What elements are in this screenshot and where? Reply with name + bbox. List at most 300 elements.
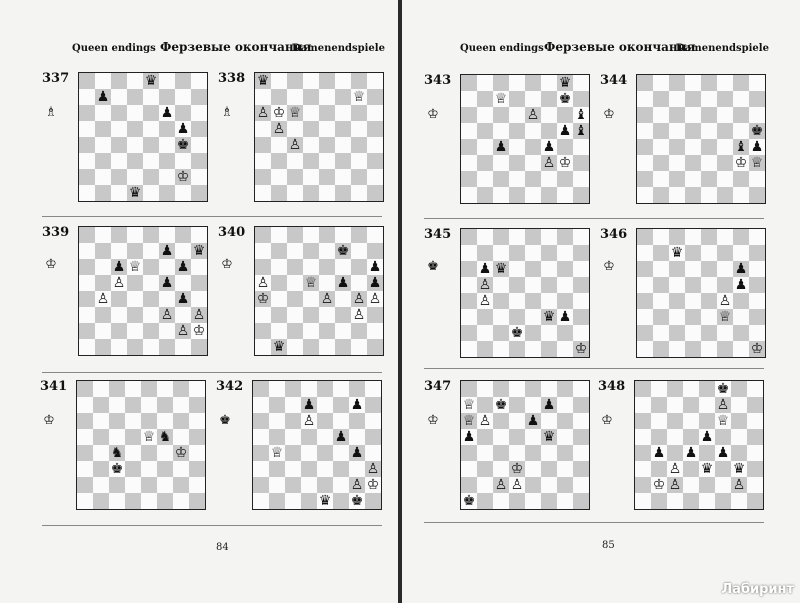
board-square [333,493,349,509]
board-square [93,493,109,509]
board-square [747,413,763,429]
board-square [287,169,303,185]
board-square [95,137,111,153]
board-square [77,493,93,509]
board-square [253,429,269,445]
board-square [557,341,573,357]
board-square [509,493,525,509]
board-square [271,243,287,259]
board-square [461,293,477,309]
board-square [319,275,335,291]
board-square [287,73,303,89]
board-square [271,73,287,89]
board-square [367,185,383,201]
board-square [269,477,285,493]
chess-piece: ♟ [684,445,698,461]
board-square [335,323,351,339]
board-square [749,277,765,293]
board-square [493,229,509,245]
board-square [637,171,653,187]
board-square [335,185,351,201]
board-square [733,229,749,245]
board-square [271,185,287,201]
board-square [319,227,335,243]
board-square [653,277,669,293]
board-square [525,91,541,107]
board-square [573,493,589,509]
board-square [557,187,573,203]
board-square [461,75,477,91]
board-square [95,185,111,201]
board-square [541,381,557,397]
page-number: 85 [602,540,615,551]
board-square [653,107,669,123]
board-square [77,445,93,461]
chess-piece: ♕ [718,309,732,325]
board-square [271,291,287,307]
board-square [143,105,159,121]
board-square [175,105,191,121]
board-square [461,277,477,293]
board-square [351,227,367,243]
board-square [557,261,573,277]
board-square [685,187,701,203]
board-square [541,229,557,245]
board-square [557,245,573,261]
board-square [319,169,335,185]
board-square [191,153,207,169]
board-square [367,121,383,137]
board-square [125,477,141,493]
board-square [95,105,111,121]
board-square [685,325,701,341]
board-square [189,413,205,429]
board-square [111,323,127,339]
board-square [733,325,749,341]
board-square [669,75,685,91]
board-square [143,243,159,259]
board-square [509,91,525,107]
board-square [255,243,271,259]
board-square [269,493,285,509]
board-square [509,397,525,413]
board-square [525,171,541,187]
chess-piece: ♔ [750,341,764,357]
board-square [509,309,525,325]
board-square [541,341,557,357]
board-square [79,291,95,307]
board-square [653,91,669,107]
board-square [717,341,733,357]
board-square [79,243,95,259]
board-square [159,291,175,307]
board-square [95,153,111,169]
board-square [319,89,335,105]
board-square [637,75,653,91]
board-square [477,429,493,445]
chess-piece: ♚ [494,397,508,413]
board-square [175,243,191,259]
board-square [493,245,509,261]
board-square [669,187,685,203]
board-square [319,243,335,259]
board-square [125,413,141,429]
board-square [525,187,541,203]
board-square [333,381,349,397]
board-square [271,89,287,105]
board-square [95,121,111,137]
board-square [111,137,127,153]
chess-piece: ♟ [160,243,174,259]
board-square [255,137,271,153]
board-square [173,461,189,477]
board-square [717,261,733,277]
board-square [685,155,701,171]
board-square [733,187,749,203]
board-square [269,461,285,477]
board-square [717,155,733,171]
chess-piece: ♛ [542,309,556,325]
board-square [271,137,287,153]
chess-piece: ♛ [256,73,270,89]
board-square [93,429,109,445]
chess-piece: ♟ [350,397,364,413]
chess-piece: ♚ [350,493,364,509]
board-square [635,445,651,461]
board-square [477,91,493,107]
board-square [509,341,525,357]
board-square [365,493,381,509]
board-square [319,323,335,339]
header-german: Damenendspiele [292,43,385,54]
board-square [701,229,717,245]
chess-piece: ♕ [494,91,508,107]
board-square [717,107,733,123]
board-square [287,307,303,323]
chess-piece: ♙ [366,461,380,477]
board-square [669,107,685,123]
board-square [667,493,683,509]
chess-piece: ♙ [542,155,556,171]
board-square [79,227,95,243]
board-square [141,397,157,413]
board-square [159,121,175,137]
side-to-move-icon: ♔ [601,413,613,428]
board-square [637,277,653,293]
board-square [637,261,653,277]
board-square [747,493,763,509]
board-square [637,139,653,155]
board-square [685,171,701,187]
board-square [191,339,207,355]
board-square [733,341,749,357]
board-square [717,91,733,107]
chess-piece: ♞ [158,429,172,445]
chess-piece: ♙ [478,293,492,309]
chess-board [460,228,590,358]
board-square [731,493,747,509]
board-square [95,339,111,355]
board-square [525,123,541,139]
board-square [143,169,159,185]
board-square [477,325,493,341]
board-square [541,75,557,91]
board-square [287,291,303,307]
board-square [253,493,269,509]
board-square [635,397,651,413]
board-square [175,73,191,89]
board-square [493,187,509,203]
board-square [461,245,477,261]
board-square [367,73,383,89]
board-square [255,169,271,185]
board-square [669,293,685,309]
chess-piece: ♟ [494,139,508,155]
board-square [303,89,319,105]
board-square [271,169,287,185]
chess-piece: ♙ [510,477,524,493]
board-square [461,139,477,155]
board-square [335,169,351,185]
board-square [253,397,269,413]
board-square [525,477,541,493]
board-square [335,121,351,137]
chess-board [634,380,764,510]
board-square [573,139,589,155]
board-square [493,429,509,445]
board-square [303,121,319,137]
board-square [651,397,667,413]
board-square [685,107,701,123]
board-square [525,139,541,155]
board-square [175,89,191,105]
board-square [493,293,509,309]
board-square [701,187,717,203]
board-square [125,397,141,413]
chess-board [252,380,382,510]
board-square [301,477,317,493]
board-square [319,73,335,89]
board-square [141,477,157,493]
board-square [189,493,205,509]
board-square [637,341,653,357]
board-square [573,155,589,171]
board-square [351,121,367,137]
board-square [573,91,589,107]
board-square [461,341,477,357]
board-square [333,477,349,493]
chess-piece: ♟ [302,397,316,413]
board-square [717,325,733,341]
chess-piece: ♟ [350,445,364,461]
chess-piece: ♙ [256,275,270,291]
board-square [77,413,93,429]
chess-piece: ♟ [558,123,572,139]
board-square [669,91,685,107]
board-square [685,91,701,107]
board-square [477,245,493,261]
chess-piece: ♚ [110,461,124,477]
board-square [525,341,541,357]
board-square [715,461,731,477]
board-square [157,493,173,509]
board-square [653,75,669,91]
board-square [95,259,111,275]
chess-piece: ♕ [288,105,302,121]
board-square [573,477,589,493]
board-square [367,169,383,185]
chess-piece: ♛ [318,493,332,509]
chess-piece: ♙ [716,397,730,413]
board-square [173,381,189,397]
chess-piece: ♔ [174,445,188,461]
board-square [127,153,143,169]
board-square [669,139,685,155]
board-square [79,169,95,185]
board-square [525,325,541,341]
board-square [541,445,557,461]
board-square [525,155,541,171]
board-square [557,493,573,509]
board-square [317,429,333,445]
board-square [637,155,653,171]
board-square [191,73,207,89]
chess-piece: ♚ [716,381,730,397]
board-square [333,461,349,477]
board-square [573,461,589,477]
board-square [509,293,525,309]
board-square [303,323,319,339]
board-square [141,381,157,397]
chess-piece: ♝ [574,123,588,139]
board-square [351,137,367,153]
chess-piece: ♙ [668,461,682,477]
board-square [335,105,351,121]
board-square [157,381,173,397]
board-square [143,259,159,275]
board-square [557,107,573,123]
board-square [143,323,159,339]
board-square [525,229,541,245]
chess-board [78,72,208,202]
board-square [557,171,573,187]
board-square [701,75,717,91]
board-square [557,445,573,461]
board-square [493,493,509,509]
board-square [749,325,765,341]
chess-piece: ♙ [368,291,382,307]
board-square [683,477,699,493]
board-square [335,153,351,169]
board-square [525,445,541,461]
board-square [271,323,287,339]
board-square [143,137,159,153]
board-square [635,381,651,397]
board-square [335,137,351,153]
board-square [747,381,763,397]
board-square [637,123,653,139]
board-square [717,229,733,245]
board-square [717,139,733,155]
board-square [79,259,95,275]
board-square [191,259,207,275]
board-square [541,245,557,261]
board-square [95,169,111,185]
chess-piece: ♝ [734,139,748,155]
board-square [653,309,669,325]
chess-piece: ♛ [558,75,572,91]
board-square [525,461,541,477]
board-square [271,307,287,323]
board-square [143,227,159,243]
board-square [335,89,351,105]
board-square [717,245,733,261]
chess-piece: ♔ [734,155,748,171]
chess-piece: ♟ [542,139,556,155]
chess-piece: ♙ [176,323,190,339]
board-square [477,341,493,357]
board-square [125,381,141,397]
board-square [509,123,525,139]
board-square [141,445,157,461]
board-square [461,107,477,123]
board-square [253,461,269,477]
board-square [749,293,765,309]
board-square [365,429,381,445]
board-square [303,137,319,153]
board-square [573,293,589,309]
board-square [509,245,525,261]
board-square [175,185,191,201]
board-square [525,397,541,413]
chess-piece: ♕ [270,445,284,461]
board-square [637,107,653,123]
board-square [141,413,157,429]
chess-piece: ♙ [96,291,110,307]
board-square [683,493,699,509]
board-square [493,107,509,123]
board-square [701,139,717,155]
chess-piece: ♚ [336,243,350,259]
board-square [319,307,335,323]
board-square [733,75,749,91]
chess-piece: ♙ [350,477,364,493]
divider [42,372,382,373]
board-square [699,381,715,397]
board-square [173,477,189,493]
board-square [77,477,93,493]
diagram-number: 348 [598,379,626,394]
board-square [573,413,589,429]
diagram-number: 346 [600,227,628,242]
board-square [573,75,589,91]
board-square [93,397,109,413]
board-square [557,325,573,341]
board-square [111,105,127,121]
board-square [303,153,319,169]
board-square [557,413,573,429]
board-square [525,493,541,509]
board-square [493,123,509,139]
board-square [285,445,301,461]
chess-piece: ♟ [542,397,556,413]
chess-board [636,228,766,358]
chess-piece: ♕ [128,259,142,275]
board-square [749,261,765,277]
board-square [335,259,351,275]
diagram-number: 337 [42,71,70,86]
board-square [573,429,589,445]
